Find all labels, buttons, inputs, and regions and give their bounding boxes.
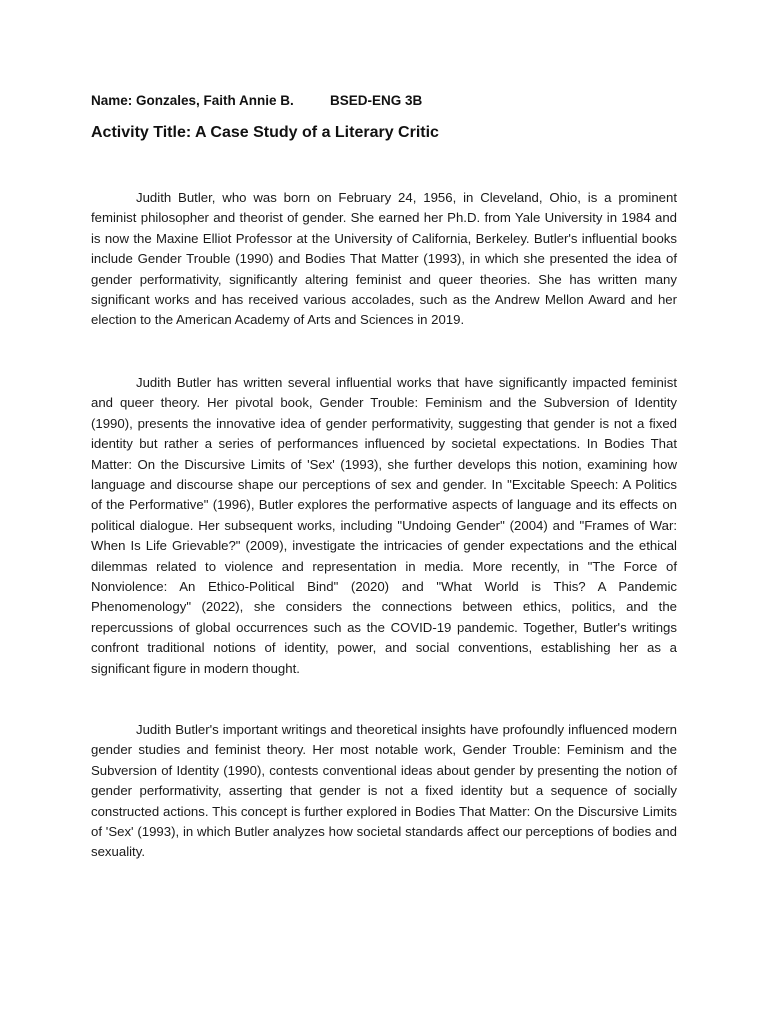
paragraph-influence: Judith Butler's important writings and theoretical insights have profoundly influenced modern gender studies and feminist theory. Her most notable work, Gender Trouble: Feminism and the Subversion of Identity (1990), contests conventional ideas about gender by presenting the notion of gender performativity, asserting that gender is not a fixed identity but a sequence of socially constructed actions. This concept is further explored in Bodies That Matter: On the Discursive Limits of 'Sex' (1993), in which Butler analyzes how societal standards affect our perceptions of bodies and sexuality. (91, 722, 677, 860)
student-name: Name: Gonzales, Faith Annie B. (91, 93, 294, 108)
header-line (91, 93, 423, 108)
activity-title: Activity Title: A Case Study of a Literary Critic (91, 124, 439, 141)
student-section: BSED-ENG 3B (330, 93, 423, 108)
paragraph-works: Judith Butler has written several influential works that have significantly impacted feminist and queer theory. Her pivotal book, Gender Trouble: Feminism and the Subversion of Identity (1990), presents the innovative idea of gender performativity, suggesting that gender is not a fixed identity but rather a series of performances influenced by societal expectations. In Bodies That Matter: On the Discursive Limits of 'Sex' (1993), she further develops this notion, examining how language and discourse shape our perceptions of sex and gender. In "Excitable Speech: A Politics of the Performative" (1996), Butler explores the performative aspects of language and its effects on political dialogue. Her subsequent works, including "Undoing Gender" (2004) and "Frames of War: When Is Life Grievable?" (2009), investigate the intricacies of gender expectations and the ethical dilemmas related to violence and representation in media. More recently, in "The Force of Nonviolence: An Ethico-Political Bind" (2020) and "What World is This? A Pandemic Phenomenology" (2022), she considers the connections between ethics, politics, and the repercussions of global occurrences such as the COVID-19 pandemic. Together, Butler's writings confront traditional notions of identity, power, and social conventions, establishing her as a significant figure in modern thought. (91, 375, 677, 676)
paragraph-biography: Judith Butler, who was born on February 24, 1956, in Cleveland, Ohio, is a prominent feminist philosopher and theorist of gender. She earned her Ph.D. from Yale University in 1984 and is now the Maxine Elliot Professor at the University of California, Berkeley. Butler's influential books include Gender Trouble (1990) and Bodies That Matter (1993), in which she presented the idea of gender performativity, significantly altering feminist and queer theories. She has written many significant works and has received various accolades, such as the Andrew Mellon Award and her election to the American Academy of Arts and Sciences in 2019. (91, 190, 677, 328)
